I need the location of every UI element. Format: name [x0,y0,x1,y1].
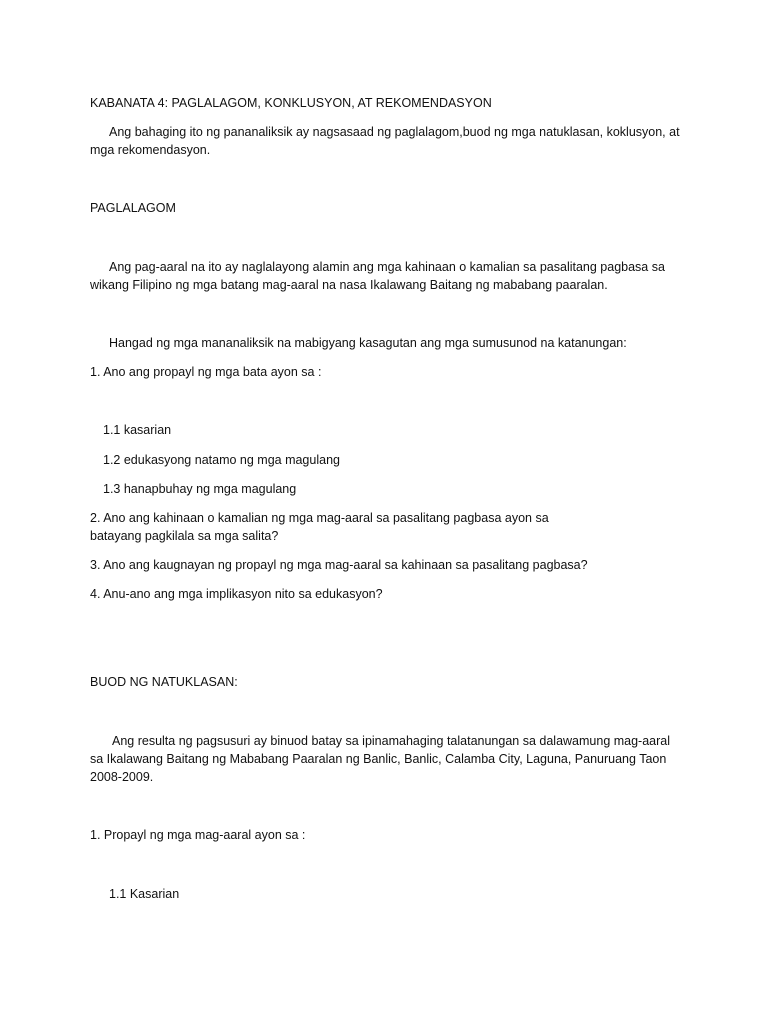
section-heading-paglalagom: PAGLALAGOM [90,201,176,215]
intro-paragraph-line-1: Ang bahaging ito ng pananaliksik ay nagsasaad ng paglalagom,buod ng mga natuklasan, koklusyon, at [109,125,680,139]
finding-item-1: 1. Propayl ng mga mag-aaral ayon sa : [90,828,306,842]
question-1-1: 1.1 kasarian [103,423,172,437]
buod-paragraph-line-1: Ang resulta ng pagsusuri ay binuod batay sa ipinamahaging talatanungan sa dalawamung mag-aaral [112,734,671,748]
buod-paragraph-line-2: sa Ikalawang Baitang ng Mababang Paaralan ng Banlic, Banlic, Calamba City, Laguna, Panuruang Taon [90,752,667,766]
finding-item-1-1: 1.1 Kasarian [109,887,180,901]
question-1-2: 1.2 edukasyong natamo ng mga magulang [103,453,340,467]
chapter-title: KABANATA 4: PAGLALAGOM, KONKLUSYON, AT REKOMENDASYON [90,96,492,110]
research-questions-intro: Hangad ng mga mananaliksik na mabigyang kasagutan ang mga sumusunod na katanungan: [109,336,627,350]
question-1: 1. Ano ang propayl ng mga bata ayon sa : [90,365,322,379]
question-2-line-1: 2. Ano ang kahinaan o kamalian ng mga mag-aaral sa pasalitang pagbasa ayon sa [90,511,549,525]
question-1-3: 1.3 hanapbuhay ng mga magulang [103,482,297,496]
section-heading-buod: BUOD NG NATUKLASAN: [90,675,238,689]
intro-paragraph-line-2: mga rekomendasyon. [90,143,211,157]
question-3: 3. Ano ang kaugnayan ng propayl ng mga mag-aaral sa kahinaan sa pasalitang pagbasa? [90,558,588,572]
question-4: 4. Anu-ano ang mga implikasyon nito sa edukasyon? [90,587,383,601]
buod-paragraph-line-3: 2008-2009. [90,770,154,784]
paglalagom-paragraph-line-2: wikang Filipino ng mga batang mag-aaral na nasa Ikalawang Baitang ng mababang paaralan. [90,278,608,292]
paglalagom-paragraph-line-1: Ang pag-aaral na ito ay naglalayong alamin ang mga kahinaan o kamalian sa pasalitang pagbasa sa [109,260,665,274]
question-2-line-2: batayang pagkilala sa mga salita? [90,529,279,543]
